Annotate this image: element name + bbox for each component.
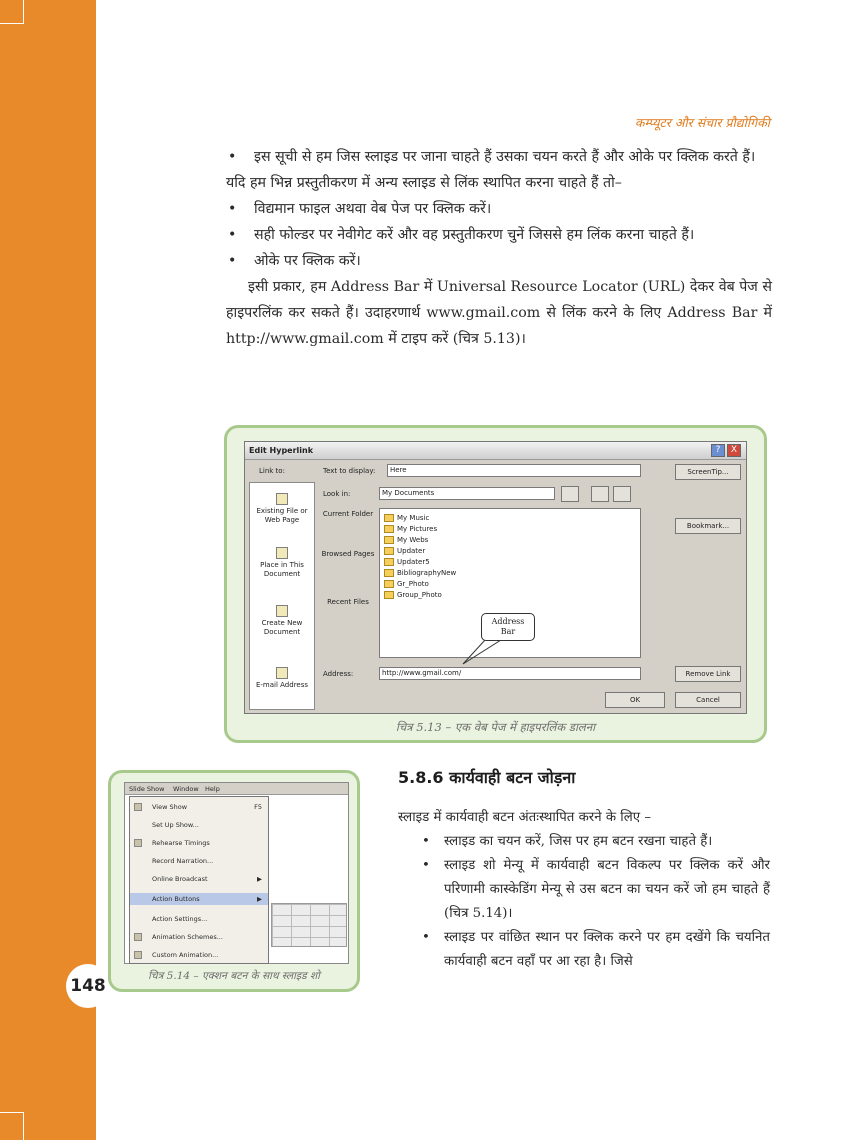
cancel-button[interactable]: Cancel	[675, 692, 741, 708]
link-to-label: Link to:	[259, 467, 285, 475]
web-page-icon	[276, 493, 288, 505]
section-body	[398, 806, 770, 974]
submenu-arrow-icon: ▶	[257, 895, 262, 903]
timer-icon	[134, 839, 142, 847]
look-in-label: Look in:	[323, 490, 351, 498]
address-bar-callout	[481, 613, 535, 641]
folder-icon	[384, 558, 394, 566]
running-header: कम्प्यूटर और संचार प्रौद्योगिकी	[634, 115, 770, 130]
bullet-item	[398, 830, 770, 854]
nav-current-folder[interactable]: Current Folder	[322, 510, 374, 518]
menu-item-animation-schemes[interactable]	[130, 931, 268, 943]
menu-item-set-up-show[interactable]	[130, 819, 268, 831]
menu-item-record-narration[interactable]	[130, 855, 268, 867]
help-icon[interactable]: ?	[711, 444, 725, 457]
action-buttons-submenu-grid[interactable]	[271, 903, 347, 947]
up-folder-icon[interactable]	[561, 486, 579, 502]
dialog-title-bar	[245, 442, 746, 460]
text-to-display-input[interactable]: Here	[387, 464, 641, 477]
link-option-place-in-document[interactable]	[250, 547, 314, 579]
bullet-text: स्लाइड का चयन करें, जिस पर हम बटन रखना चाहते हैं।	[444, 834, 713, 849]
section-number: 5.8.6	[398, 768, 444, 787]
file-item[interactable]	[384, 568, 640, 579]
bookmark-button[interactable]: Bookmark...	[675, 518, 741, 534]
ok-button[interactable]: OK	[605, 692, 665, 708]
remove-link-button[interactable]: Remove Link	[675, 666, 741, 682]
crop-mark-top	[0, 0, 24, 24]
callout-line: Bar	[500, 627, 516, 636]
animation-icon	[134, 933, 142, 941]
top-text-block	[226, 144, 772, 352]
slide-show-menu-screenshot	[124, 782, 349, 964]
close-icon[interactable]: X	[727, 444, 741, 457]
paragraph: इसी प्रकार, हम Address Bar में Universal Resource Locator (URL) देकर वेब पेज से हाइपरलिंक कर सकते हैं। उदाहरणार्थ www.gmail.com से लिंक करने के लिए Address Bar में http://www.gmail.com में टाइप करें (चित्र 5.13)।	[226, 279, 772, 347]
dialog-title: Edit Hyperlink	[249, 446, 314, 455]
crop-mark-bottom	[0, 1112, 24, 1140]
menu-item-online-broadcast[interactable]	[130, 873, 268, 885]
folder-icon	[384, 514, 394, 522]
file-icon	[384, 580, 394, 588]
search-web-icon[interactable]	[591, 486, 609, 502]
file-name: Group_Photo	[397, 591, 442, 599]
nav-panel	[319, 506, 377, 626]
menu-item-label: Online Broadcast	[152, 875, 208, 883]
look-in-select[interactable]: My Documents	[379, 487, 555, 500]
menu-bar	[125, 783, 348, 795]
file-item[interactable]	[384, 546, 640, 557]
submenu-arrow-icon: ▶	[257, 875, 262, 883]
bullet-dot: •	[422, 858, 430, 873]
link-option-email[interactable]	[250, 667, 314, 690]
menu-item-label: Rehearse Timings	[152, 839, 210, 847]
email-icon	[276, 667, 288, 679]
bullet-dot: •	[228, 253, 237, 269]
screentip-button[interactable]: ScreenTip...	[675, 464, 741, 480]
file-item[interactable]	[384, 590, 640, 601]
callout-pointer	[457, 640, 517, 666]
bullet-item	[226, 196, 772, 222]
bullet-dot: •	[228, 227, 237, 243]
link-to-bar	[249, 482, 315, 710]
file-item[interactable]	[384, 535, 640, 546]
shortcut-label: F5	[254, 803, 262, 811]
menu-item-label: Custom Animation...	[152, 951, 219, 959]
menu-item-label: Action Buttons	[152, 895, 200, 903]
nav-recent-files[interactable]: Recent Files	[327, 598, 369, 606]
bullet-dot: •	[422, 930, 430, 945]
menu-item-label: Action Settings...	[152, 915, 208, 923]
file-name: My Webs	[397, 536, 429, 544]
view-show-icon	[134, 803, 142, 811]
figure-caption: चित्र 5.14 – एक्शन बटन के साथ स्लाइड शो	[148, 970, 320, 982]
bullet-text: इस सूची से हम जिस स्लाइड पर जाना चाहते हैं उसका चयन करते हैं और ओके पर क्लिक करते हैं।	[254, 149, 756, 165]
folder-icon	[384, 525, 394, 533]
bullet-dot: •	[228, 201, 237, 217]
file-item[interactable]	[384, 557, 640, 568]
slide-show-dropdown	[129, 796, 269, 964]
custom-animation-icon	[134, 951, 142, 959]
paragraph: स्लाइड में कार्यवाही बटन अंतःस्थापित करने के लिए –	[398, 810, 651, 825]
menu-help[interactable]: Help	[205, 785, 220, 793]
file-item[interactable]	[384, 513, 640, 524]
link-option-label: Place in This Document	[260, 561, 304, 578]
file-name: My Pictures	[397, 525, 438, 533]
link-option-label: Existing File or Web Page	[256, 507, 308, 524]
menu-item-label: Animation Schemes...	[152, 933, 223, 941]
menu-item-rehearse-timings[interactable]	[130, 837, 268, 849]
folder-icon	[384, 536, 394, 544]
address-label: Address:	[323, 670, 354, 678]
menu-slide-show[interactable]: Slide Show	[129, 785, 165, 793]
text-to-display-label: Text to display:	[323, 467, 376, 475]
bullet-dot: •	[422, 834, 430, 849]
section-heading	[398, 766, 575, 788]
link-option-label: E-mail Address	[255, 681, 309, 689]
file-name: Updater	[397, 547, 426, 555]
new-document-icon	[276, 605, 288, 617]
file-name: Updater5	[397, 558, 430, 566]
figure-5-14	[108, 770, 360, 992]
page-number: 148	[66, 964, 110, 1008]
bullet-text: ओके पर क्लिक करें।	[254, 253, 361, 269]
bullet-text: विद्यमान फाइल अथवा वेब पेज पर क्लिक करें।	[254, 201, 492, 217]
bullet-text: सही फोल्डर पर नेवीगेट करें और वह प्रस्तुतीकरण चुनें जिससे हम लिंक करना चाहते हैं।	[254, 227, 695, 243]
folder-icon	[384, 547, 394, 555]
figure-5-13	[224, 425, 767, 743]
file-icon	[384, 569, 394, 577]
file-item[interactable]	[384, 579, 640, 590]
browse-file-icon[interactable]	[613, 486, 631, 502]
bullet-item	[398, 926, 770, 974]
edit-hyperlink-dialog	[244, 441, 747, 714]
bullet-text: स्लाइड शो मेन्यू में कार्यवाही बटन विकल्प पर क्लिक करें और परिणामी कास्केडिंग मेन्यू से उस बटन का चयन करें जो हम चाहते हैं (चित्र 5.14)।	[444, 858, 770, 921]
bullet-item	[226, 222, 772, 248]
file-name: Gr_Photo	[397, 580, 429, 588]
menu-item-action-buttons[interactable]	[130, 893, 268, 905]
document-icon	[276, 547, 288, 559]
paragraph: यदि हम भिन्न प्रस्तुतीकरण में अन्य स्लाइड से लिंक स्थापित करना चाहते हैं तो–	[226, 175, 622, 191]
file-name: BibliographyNew	[397, 569, 457, 577]
link-option-existing-file[interactable]	[250, 493, 314, 525]
callout-line: Address	[491, 617, 525, 626]
menu-item-custom-animation[interactable]	[130, 949, 268, 961]
menu-item-label: Record Narration...	[152, 857, 214, 865]
bullet-item	[226, 248, 772, 274]
menu-item-view-show[interactable]	[130, 801, 268, 813]
bullet-text: स्लाइड पर वांछित स्थान पर क्लिक करने पर हम दखेंगे कि चयनित कार्यवाही बटन वहाँ पर आ रहा है। जिसे	[444, 930, 770, 969]
menu-window[interactable]: Window	[173, 785, 199, 793]
bullet-item	[398, 854, 770, 926]
figure-caption: चित्र 5.13 – एक वेब पेज में हाइपरलिंक डालना	[395, 720, 596, 734]
file-item[interactable]	[384, 524, 640, 535]
section-title: कार्यवाही बटन जोड़ना	[449, 768, 576, 787]
address-input[interactable]: http://www.gmail.com/	[379, 667, 641, 680]
nav-browsed-pages[interactable]: Browsed Pages	[321, 550, 375, 558]
file-icon	[384, 591, 394, 599]
menu-item-action-settings[interactable]	[130, 913, 268, 925]
menu-item-label: View Show	[152, 803, 188, 811]
link-option-create-new[interactable]	[250, 605, 314, 637]
link-option-label: Create New Document	[261, 619, 303, 636]
file-name: My Music	[397, 514, 430, 522]
bullet-item	[226, 144, 772, 170]
bullet-dot: •	[228, 149, 237, 165]
menu-item-label: Set Up Show...	[152, 821, 199, 829]
